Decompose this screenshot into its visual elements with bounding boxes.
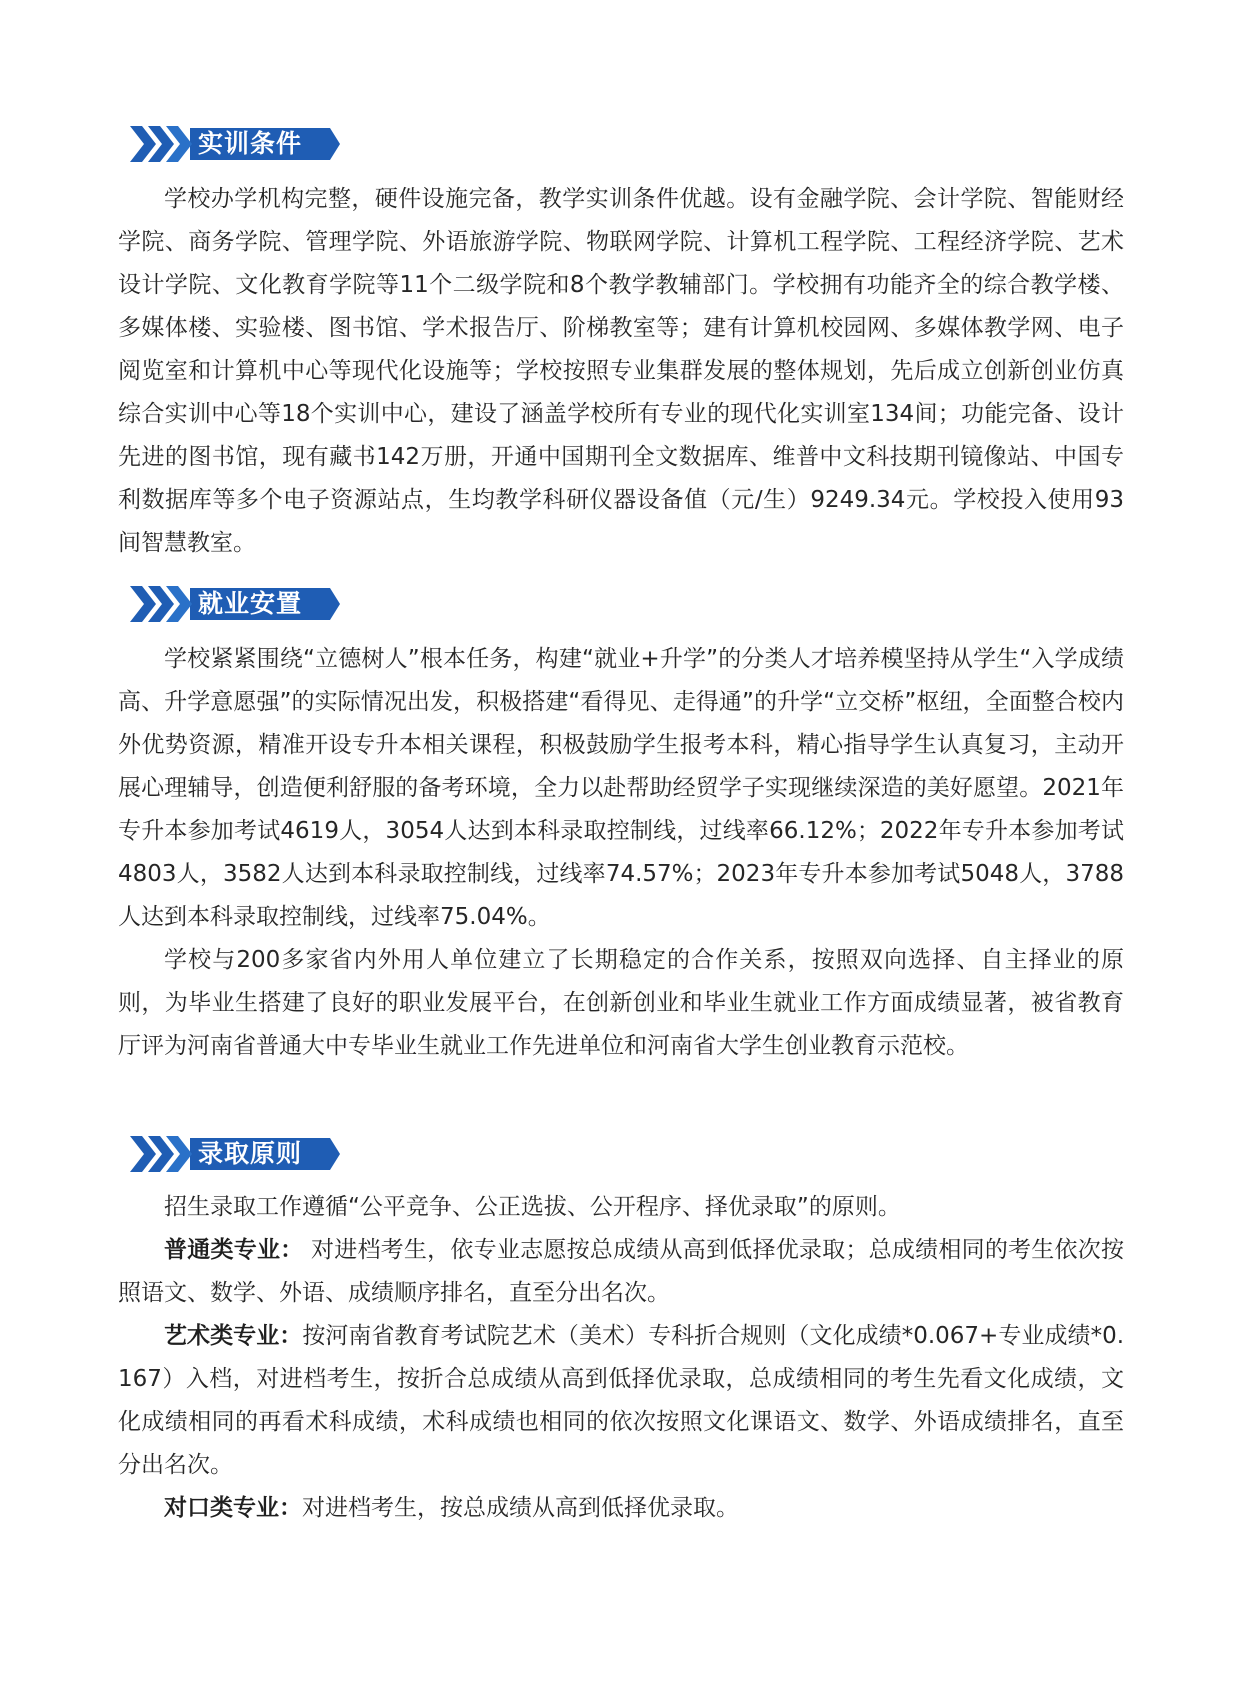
section-title: 就业安置 <box>198 589 303 618</box>
section-header-training <box>130 122 340 166</box>
section-header-admission <box>130 1132 340 1176</box>
paragraph: 学校与200多家省内外用人单位建立了长期稳定的合作关系，按照双向选择、自主择业的原则，为毕业生搭建了良好的职业发展平台，在创新创业和毕业生就业工作方面成绩显著，被省教育厅评为河南省普通大中专毕业生就业工作先进单位和河南省大学生创业教育示范校。 <box>118 947 1124 1059</box>
section-title: 实训条件 <box>198 129 303 158</box>
section-header-employment <box>130 582 340 626</box>
rule-term: 艺术类专业： <box>164 1323 303 1349</box>
rule-term: 对口类专业： <box>164 1495 302 1521</box>
paragraph: 学校办学机构完整，硬件设施完备，教学实训条件优越。设有金融学院、会计学院、智能财经学院、商务学院、管理学院、外语旅游学院、物联网学院、计算机工程学院、工程经济学院、艺术设计学院、文化教育学院等11个二级学院和8个教学教辅部门。学校拥有功能齐全的综合教学楼、多媒体楼、实验楼、图书馆、学术报告厅、阶梯教室等；建有计算机校园网、多媒体教学网、电子阅览室和计算机中心等现代化设施等；学校按照专业集群发展的整体规划，先后成立创新创业仿真综合实训中心等18个实训中心，建设了涵盖学校所有专业的现代化实训室134间；功能完备、设计先进的图书馆，现有藏书142万册，开通中国期刊全文数据库、维普中文科技期刊镜像站、中国专利数据库等多个电子资源站点，生均教学科研仪器设备值（元/生）9249.34元。学校投入使用93间智慧教室。 <box>118 186 1124 556</box>
admission-rule-art <box>118 1315 1124 1487</box>
section-body-employment <box>118 638 1124 1068</box>
admission-rule-vocational <box>118 1487 1124 1530</box>
rule-text: 对进档考生，按总成绩从高到低择优录取。 <box>302 1495 739 1521</box>
rule-term: 普通类专业： <box>164 1237 304 1263</box>
section-body-training <box>118 178 1124 565</box>
section-body-admission <box>118 1186 1124 1530</box>
section-title: 录取原则 <box>198 1139 303 1168</box>
paragraph: 学校紧紧围绕“立德树人”根本任务，构建“就业+升学”的分类人才培养模坚持从学生“入学成绩高、升学意愿强”的实际情况出发，积极搭建“看得见、走得通”的升学“立交桥”枢纽，全面整合校内外优势资源，精准开设专升本相关课程，积极鼓励学生报考本科，精心指导学生认真复习，主动开展心理辅导，创造便利舒服的备考环境，全力以赴帮助经贸学子实现继续深造的美好愿望。2021年专升本参加考试4619人，3054人达到本科录取控制线，过线率66.12%；2022年专升本参加考试4803人，3582人达到本科录取控制线，过线率74.57%；2023年专升本参加考试5048人，3788人达到本科录取控制线，过线率75.04%。 <box>118 646 1124 930</box>
rule-text: 按河南省教育考试院艺术（美术）专科折合规则（文化成绩*0.067+专业成绩*0.167）入档，对进档考生，按折合总成绩从高到低择优录取，总成绩相同的考生先看文化成绩，文化成绩相同的再看术科成绩，术科成绩也相同的依次按照文化课语文、数学、外语成绩排名，直至分出名次。 <box>118 1323 1125 1478</box>
rule-text: 对进档考生，依专业志愿按总成绩从高到低择优录取；总成绩相同的考生依次按照语文、数学、外语、成绩顺序排名，直至分出名次。 <box>118 1237 1125 1306</box>
admission-rule-general <box>118 1229 1124 1315</box>
admission-intro: 招生录取工作遵循“公平竞争、公正选拔、公开程序、择优录取”的原则。 <box>164 1194 901 1220</box>
